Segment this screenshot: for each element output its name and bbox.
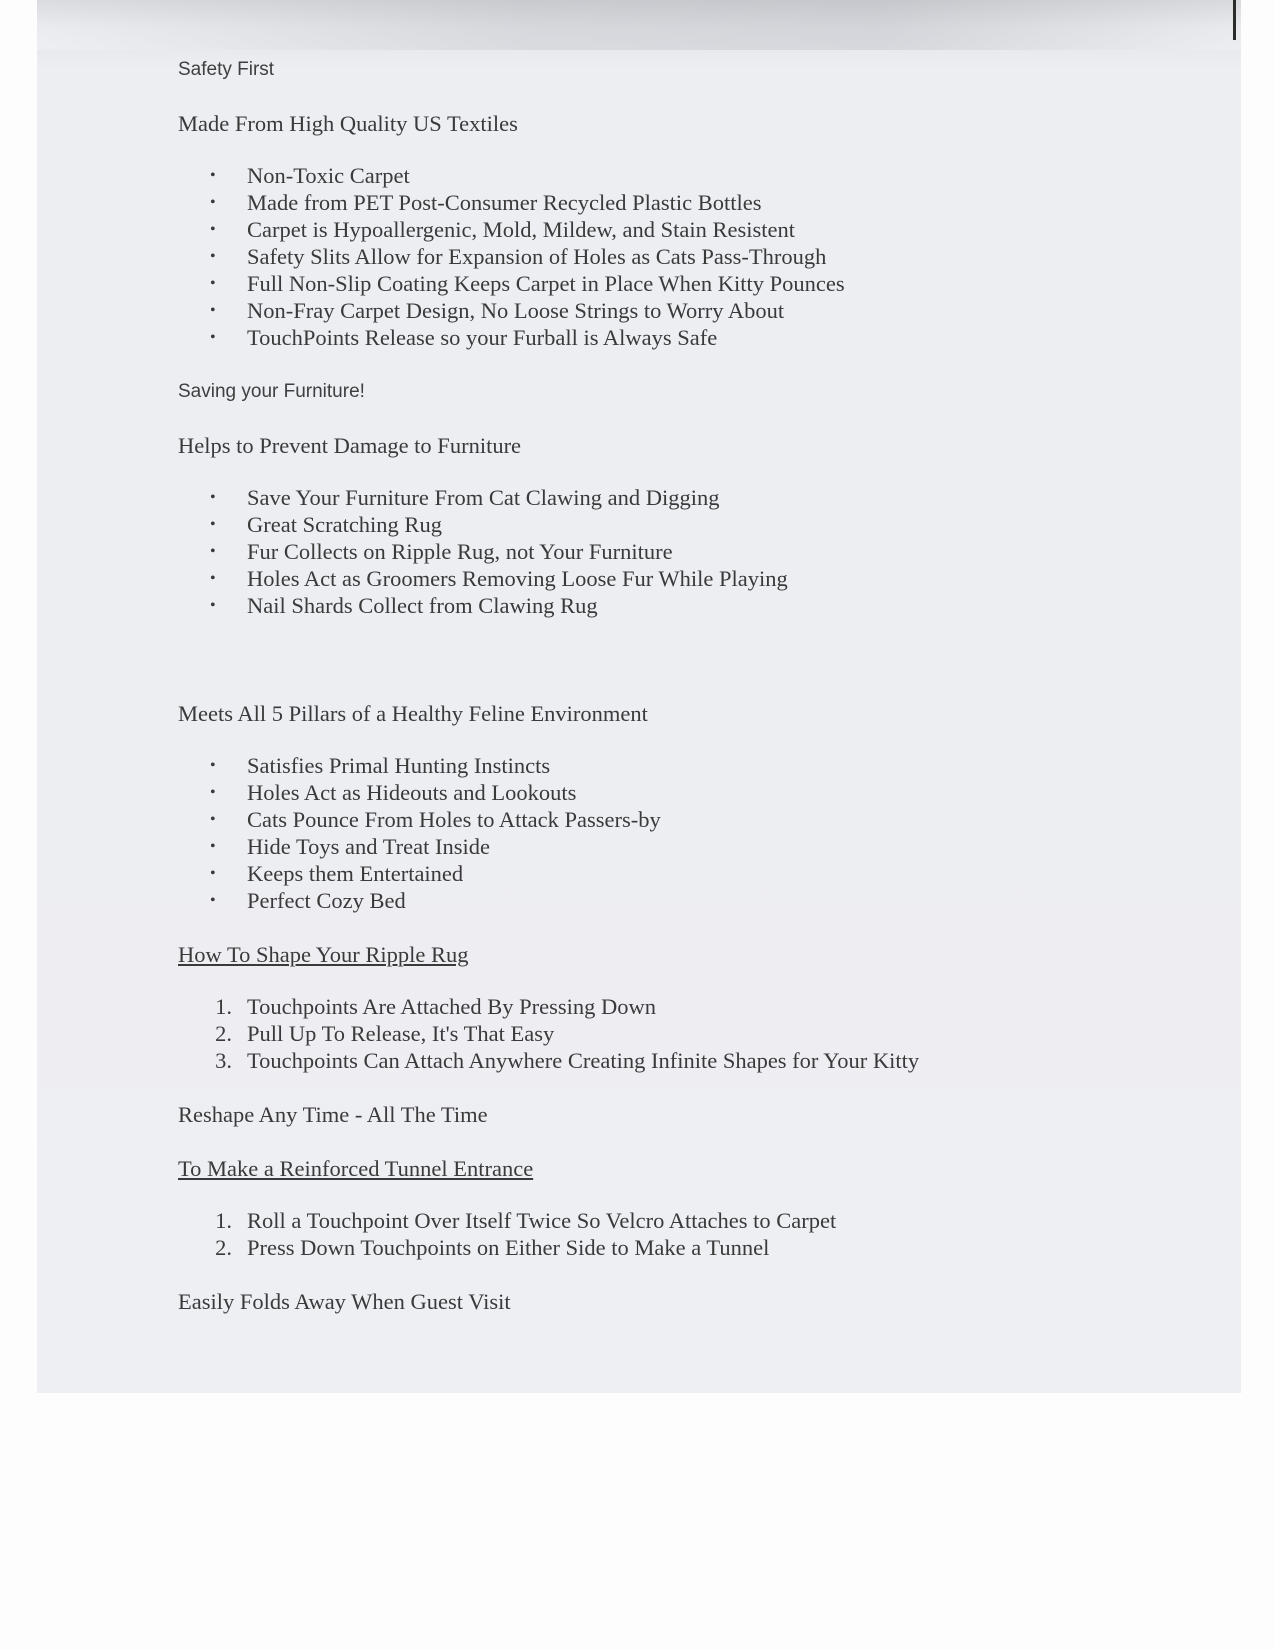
step-text: Touchpoints Are Attached By Pressing Down — [247, 994, 657, 1019]
tunnel-steps — [178, 1207, 1178, 1261]
step-number: 2. — [215, 1235, 232, 1260]
step-text: Touchpoints Can Attach Anywhere Creating Infinite Shapes for Your Kitty — [247, 1048, 920, 1073]
textiles-title: Made From High Quality US Textiles — [178, 111, 518, 136]
list-item: • Safety Slits Allow for Expansion of Holes as Cats Pass-Through — [178, 243, 1178, 270]
list-item: • Holes Act as Groomers Removing Loose Fur While Playing — [178, 565, 1178, 592]
shape-title: How To Shape Your Ripple Rug — [178, 942, 469, 967]
list-item: • Non-Fray Carpet Design, No Loose Strings to Worry About — [178, 297, 1178, 324]
list-item: • Nail Shards Collect from Clawing Rug — [178, 592, 1178, 619]
step-number: 1. — [215, 1208, 232, 1233]
list-item: • Made from PET Post-Consumer Recycled Plastic Bottles — [178, 189, 1178, 216]
furniture-list — [178, 484, 1178, 619]
furniture-title: Helps to Prevent Damage to Furniture — [178, 433, 522, 458]
step-text: Roll a Touchpoint Over Itself Twice So Velcro Attaches to Carpet — [247, 1208, 837, 1233]
list-item: • Save Your Furniture From Cat Clawing and Digging — [178, 484, 1178, 511]
step-item — [178, 1020, 1178, 1047]
list-item: • Holes Act as Hideouts and Lookouts — [178, 779, 1178, 806]
list-item: • TouchPoints Release so your Furball is Always Safe — [178, 324, 1178, 351]
folds-line: Easily Folds Away When Guest Visit — [178, 1289, 511, 1314]
textiles-list — [178, 162, 1178, 351]
tunnel-title: To Make a Reinforced Tunnel Entrance — [178, 1156, 534, 1181]
list-item: • Cats Pounce From Holes to Attack Passers-by — [178, 806, 1178, 833]
list-item: • Non-Toxic Carpet — [178, 162, 1178, 189]
step-text: Pull Up To Release, It's That Easy — [247, 1021, 555, 1046]
step-number: 3. — [215, 1048, 232, 1073]
safety-heading: Safety First — [178, 59, 275, 80]
step-item — [178, 993, 1178, 1020]
list-item: • Keeps them Entertained — [178, 860, 1178, 887]
pillars-list — [178, 752, 1178, 914]
reshape-line: Reshape Any Time - All The Time — [178, 1102, 488, 1127]
list-item: • Carpet is Hypoallergenic, Mold, Mildew, and Stain Resistent — [178, 216, 1178, 243]
step-number: 2. — [215, 1021, 232, 1046]
step-number: 1. — [215, 994, 232, 1019]
list-item: • Full Non-Slip Coating Keeps Carpet in Place When Kitty Pounces — [178, 270, 1178, 297]
furniture-heading: Saving your Furniture! — [178, 381, 365, 402]
list-item: • Hide Toys and Treat Inside — [178, 833, 1178, 860]
list-item: • Satisfies Primal Hunting Instincts — [178, 752, 1178, 779]
step-item — [178, 1207, 1178, 1234]
step-item — [178, 1234, 1178, 1261]
document-body — [178, 56, 1178, 1315]
page-edge-mark — [1233, 0, 1236, 40]
shape-steps — [178, 993, 1178, 1074]
pillars-title: Meets All 5 Pillars of a Healthy Feline Environment — [178, 701, 648, 726]
step-item — [178, 1047, 1178, 1074]
list-item: • Great Scratching Rug — [178, 511, 1178, 538]
list-item: • Fur Collects on Ripple Rug, not Your Furniture — [178, 538, 1178, 565]
list-item: • Perfect Cozy Bed — [178, 887, 1178, 914]
step-text: Press Down Touchpoints on Either Side to Make a Tunnel — [247, 1235, 770, 1260]
